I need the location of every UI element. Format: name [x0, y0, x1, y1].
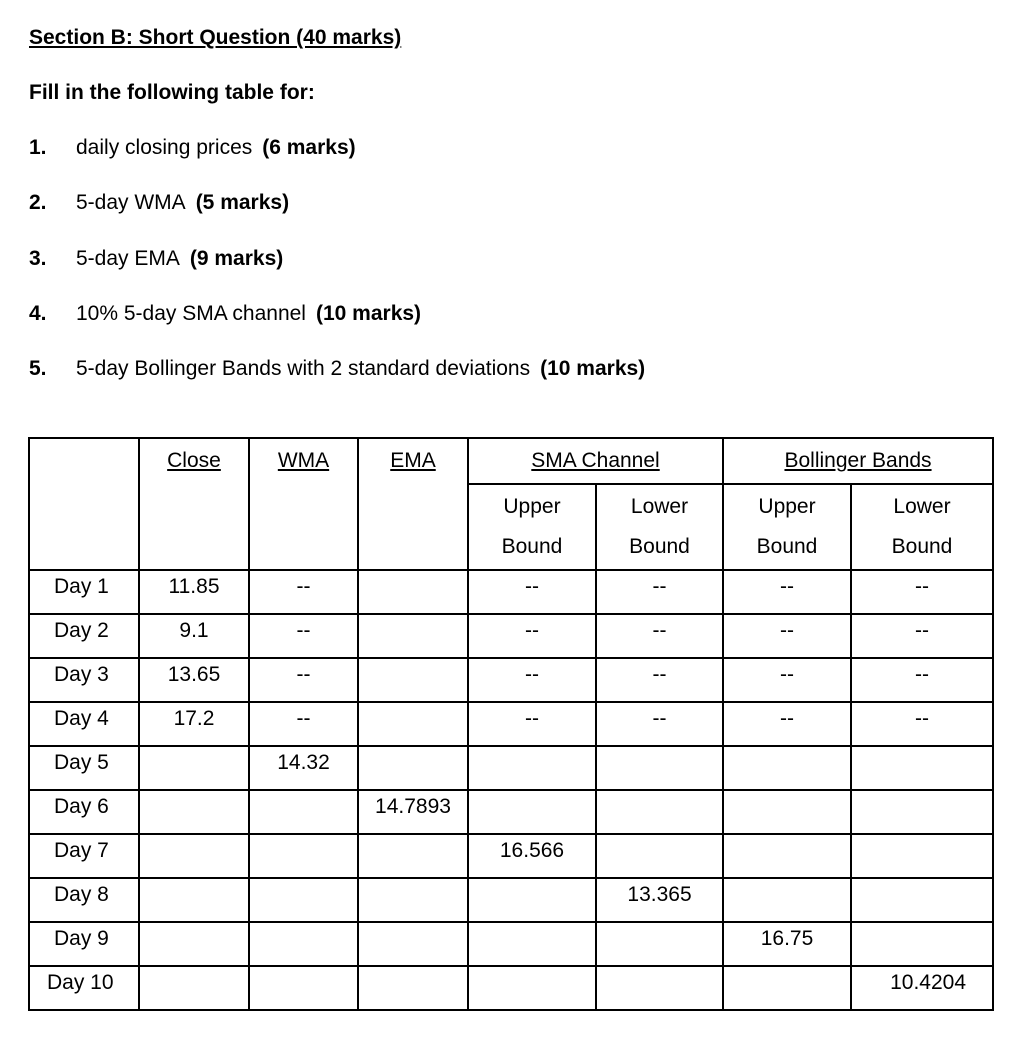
table-row — [29, 614, 993, 658]
ema-cell — [358, 834, 468, 878]
sma-lower-cell — [596, 834, 723, 878]
header-wma: WMA — [249, 438, 358, 570]
header-bb-lower: Lower Bound — [851, 484, 993, 570]
bb-upper-cell — [723, 746, 851, 790]
day-label: Day 1 — [29, 570, 139, 614]
task-marks: (6 marks) — [262, 136, 356, 159]
close-cell — [139, 922, 249, 966]
ema-cell — [358, 878, 468, 922]
header-close: Close — [139, 438, 249, 570]
task-marks: (10 marks) — [540, 357, 646, 380]
header-sma-upper: Upper Bound — [468, 484, 596, 570]
task-marks: (9 marks) — [189, 247, 284, 270]
close-cell: 9.1 — [139, 614, 249, 658]
bb-lower-cell — [851, 790, 993, 834]
bb-lower-cell: -- — [851, 658, 993, 702]
sma-lower-cell: -- — [596, 702, 723, 746]
close-cell — [139, 834, 249, 878]
task-number: 1. — [29, 136, 47, 159]
day-label: Day 6 — [29, 790, 139, 834]
task-item — [29, 247, 283, 271]
task-text: daily closing prices — [76, 136, 253, 159]
sma-upper-cell: -- — [468, 658, 596, 702]
task-number: 3. — [29, 247, 47, 270]
close-cell — [139, 790, 249, 834]
table-row — [29, 834, 993, 878]
table-row — [29, 746, 993, 790]
bb-lower-cell: 10.4204 — [851, 966, 993, 1010]
task-item — [29, 357, 645, 381]
wma-cell: -- — [249, 702, 358, 746]
bb-upper-cell: -- — [723, 658, 851, 702]
table-row — [29, 878, 993, 922]
close-cell — [139, 746, 249, 790]
table-row — [29, 658, 993, 702]
task-text: 5-day WMA — [76, 191, 186, 214]
ema-cell — [358, 922, 468, 966]
sma-lower-cell: -- — [596, 658, 723, 702]
bb-upper-cell — [723, 878, 851, 922]
table-row — [29, 790, 993, 834]
sma-lower-cell: -- — [596, 614, 723, 658]
sma-upper-cell: 16.566 — [468, 834, 596, 878]
task-number: 2. — [29, 191, 47, 214]
wma-cell: -- — [249, 570, 358, 614]
sma-upper-cell — [468, 922, 596, 966]
close-cell: 17.2 — [139, 702, 249, 746]
bb-upper-cell — [723, 790, 851, 834]
sma-upper-cell — [468, 966, 596, 1010]
day-label: Day 7 — [29, 834, 139, 878]
wma-cell — [249, 966, 358, 1010]
header-ema: EMA — [358, 438, 468, 570]
day-label: Day 5 — [29, 746, 139, 790]
ema-cell — [358, 746, 468, 790]
wma-cell: -- — [249, 658, 358, 702]
ema-cell — [358, 966, 468, 1010]
sma-lower-cell — [596, 966, 723, 1010]
sma-upper-cell — [468, 790, 596, 834]
table-row — [29, 966, 993, 1010]
section-title: Section B: Short Question (40 marks) — [29, 26, 402, 49]
task-item — [29, 136, 356, 160]
sma-lower-cell — [596, 790, 723, 834]
sma-upper-cell: -- — [468, 702, 596, 746]
bb-upper-cell — [723, 966, 851, 1010]
bb-lower-cell — [851, 746, 993, 790]
task-text: 5-day EMA — [76, 247, 180, 270]
wma-cell: 14.32 — [249, 746, 358, 790]
wma-cell — [249, 878, 358, 922]
sma-upper-cell — [468, 746, 596, 790]
table-row — [29, 570, 993, 614]
bb-lower-cell — [851, 878, 993, 922]
bb-upper-cell: -- — [723, 614, 851, 658]
day-label: Day 9 — [29, 922, 139, 966]
wma-cell: -- — [249, 614, 358, 658]
ema-cell — [358, 702, 468, 746]
bb-upper-cell — [723, 834, 851, 878]
day-label: Day 8 — [29, 878, 139, 922]
task-number: 4. — [29, 302, 47, 325]
bb-lower-cell — [851, 834, 993, 878]
day-label: Day 3 — [29, 658, 139, 702]
wma-cell — [249, 834, 358, 878]
instruction-text: Fill in the following table for: — [29, 81, 315, 104]
header-sma-lower: Lower Bound — [596, 484, 723, 570]
close-cell: 11.85 — [139, 570, 249, 614]
task-marks: (10 marks) — [315, 302, 422, 325]
bb-upper-cell: -- — [723, 570, 851, 614]
sma-upper-cell: -- — [468, 614, 596, 658]
close-cell — [139, 966, 249, 1010]
sma-lower-cell — [596, 746, 723, 790]
ema-cell: 14.7893 — [358, 790, 468, 834]
wma-cell — [249, 922, 358, 966]
day-label: Day 10 — [29, 966, 139, 1010]
table-row — [29, 702, 993, 746]
bb-lower-cell: -- — [851, 702, 993, 746]
bb-lower-cell: -- — [851, 614, 993, 658]
ema-cell — [358, 614, 468, 658]
close-cell: 13.65 — [139, 658, 249, 702]
task-item — [29, 302, 421, 326]
header-sma-channel: SMA Channel — [468, 438, 723, 484]
day-label: Day 2 — [29, 614, 139, 658]
task-marks: (5 marks) — [195, 191, 290, 214]
corner-cell — [29, 438, 139, 570]
close-cell — [139, 878, 249, 922]
day-label: Day 4 — [29, 702, 139, 746]
task-item — [29, 191, 289, 215]
task-text: 10% 5-day SMA channel — [76, 302, 306, 325]
sma-lower-cell: 13.365 — [596, 878, 723, 922]
ema-cell — [358, 570, 468, 614]
bb-upper-cell: 16.75 — [723, 922, 851, 966]
sma-lower-cell: -- — [596, 570, 723, 614]
sma-lower-cell — [596, 922, 723, 966]
header-bb-upper: Upper Bound — [723, 484, 851, 570]
header-bollinger-bands: Bollinger Bands — [723, 438, 993, 484]
sma-upper-cell: -- — [468, 570, 596, 614]
bb-upper-cell: -- — [723, 702, 851, 746]
bb-lower-cell: -- — [851, 570, 993, 614]
indicator-table — [28, 437, 994, 1011]
bb-lower-cell — [851, 922, 993, 966]
table-row — [29, 922, 993, 966]
sma-upper-cell — [468, 878, 596, 922]
task-number: 5. — [29, 357, 47, 380]
ema-cell — [358, 658, 468, 702]
wma-cell — [249, 790, 358, 834]
task-text: 5-day Bollinger Bands with 2 standard deviations — [76, 357, 531, 380]
